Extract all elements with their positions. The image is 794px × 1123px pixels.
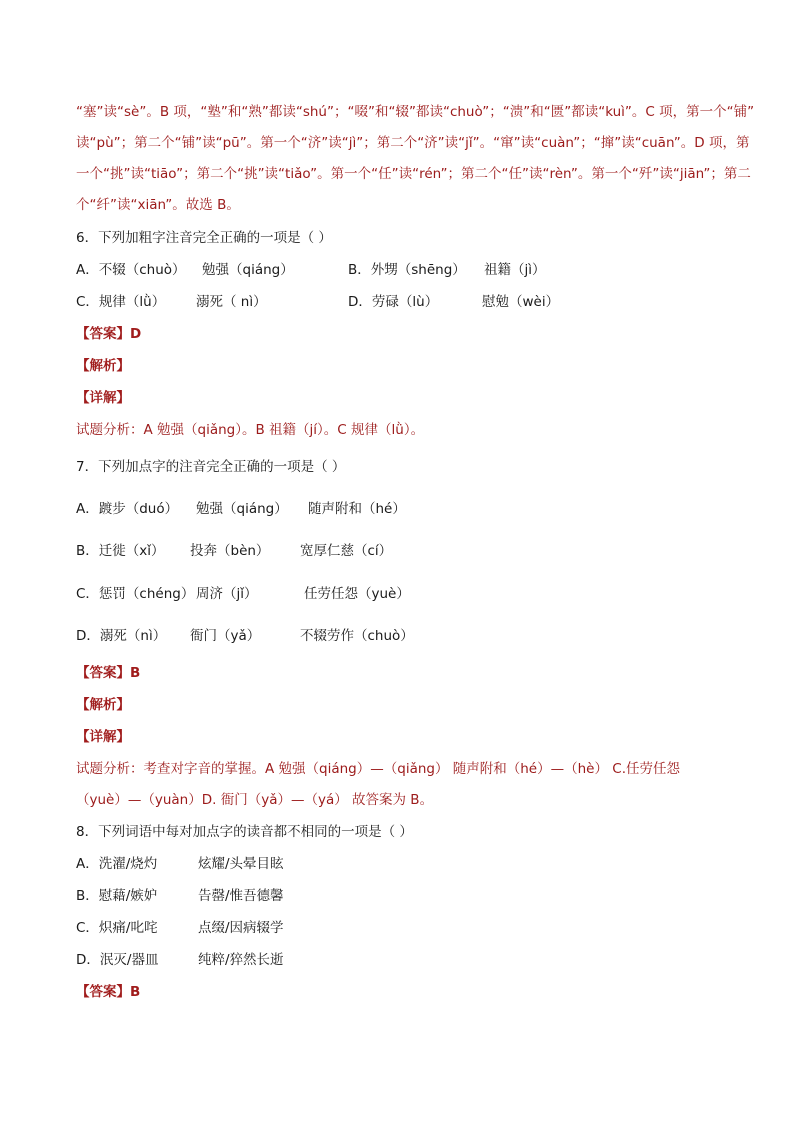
q8-question: 8．下列词语中每对加点字的读音都不相同的一项是（ ）: [76, 824, 413, 840]
q7-question: 7．下列加点字的注音完全正确的一项是（ ）: [76, 459, 346, 475]
q6-explanation: 试题分析：A 勉强（qiǎng）。B 祖籍（jí）。C 规律（lǜ）。: [76, 422, 425, 438]
q8-option-b: B．慰藉/嫉妒: [76, 888, 158, 904]
q7-option-c-3: 任劳任怨（yuè）: [304, 586, 410, 602]
q7-option-b: B．迁徙（xǐ）: [76, 543, 165, 559]
q6-option-a-2: 勉强（qiáng）: [202, 262, 294, 278]
q7-analysis-heading: 【解析】: [76, 697, 130, 713]
q5-explanation-line-3: 一个“挑”读“tiāo”；第二个“挑”读“tiǎo”。第一个“任”读“rén”；第二个“任”读“rèn”。第一个“歼”读“jiān”；第二: [76, 166, 751, 182]
q6-option-a: A．不辍（chuò）: [76, 262, 186, 278]
q8-option-a-2: 炫耀/头晕目眩: [198, 856, 284, 872]
q8-option-d: D．泯灭/器皿: [76, 952, 159, 968]
q6-option-d-2: 慰勉（wèi）: [482, 294, 560, 310]
q6-option-d: D．劳碌（lù）: [348, 294, 439, 310]
q7-option-d-2: 衙门（yǎ）: [190, 628, 261, 644]
q7-option-a-3: 随声附和（hé）: [308, 501, 406, 517]
q5-explanation-line-4: 个“纤”读“xiān”。故选 B。: [76, 197, 240, 213]
q8-option-d-2: 纯粹/猝然长逝: [198, 952, 284, 968]
q8-answer: 【答案】B: [76, 984, 141, 1000]
q6-option-c: C．规律（lǜ）: [76, 294, 166, 310]
q6-question: 6．下列加粗字注音完全正确的一项是（ ）: [76, 230, 332, 246]
q5-explanation-line-2: 读“pù”；第二个“铺”读“pū”。第一个“济”读“jì”；第二个“济”读“jǐ”。“窜”读“cuàn”；“撺”读“cuān”。D 项，第: [76, 135, 750, 151]
q7-option-a-2: 勉强（qiáng）: [196, 501, 288, 517]
q7-explanation-line-1: 试题分析：考查对字音的掌握。A 勉强（qiáng）—（qiǎng） 随声附和（hé）—（hè） C.任劳任怨: [76, 761, 680, 777]
q6-option-b-2: 祖籍（jì）: [484, 262, 546, 278]
q7-option-b-3: 宽厚仁慈（cí）: [300, 543, 393, 559]
q7-answer: 【答案】B: [76, 665, 141, 681]
q7-option-c: C．惩罚（chéng）: [76, 586, 195, 602]
q7-detail-heading: 【详解】: [76, 729, 130, 745]
q8-option-c: C．炽痛/叱咤: [76, 920, 158, 936]
q6-detail-heading: 【详解】: [76, 390, 130, 406]
q8-option-b-2: 告罄/惟吾德馨: [198, 888, 284, 904]
q6-option-b: B．外甥（shēng）: [348, 262, 466, 278]
q8-option-a: A．洗濯/烧灼: [76, 856, 158, 872]
q6-analysis-heading: 【解析】: [76, 358, 130, 374]
q7-option-c-2: 周济（jǐ）: [196, 586, 258, 602]
q5-explanation-line-1: “塞”读“sè”。B 项，“塾”和“熟”都读“shú”；“啜”和“辍”都读“chuò”；“溃”和“匮”都读“kuì”。C 项，第一个“铺”: [76, 104, 755, 120]
q7-option-d-3: 不辍劳作（chuò）: [300, 628, 414, 644]
q7-option-b-2: 投奔（bèn）: [190, 543, 270, 559]
q7-option-d: D．溺死（nì）: [76, 628, 167, 644]
q6-answer: 【答案】D: [76, 326, 142, 342]
q8-option-c-2: 点缀/因病辍学: [198, 920, 284, 936]
q7-option-a: A．踱步（duó）: [76, 501, 179, 517]
q6-option-c-2: 溺死（ nì）: [196, 294, 267, 310]
q7-explanation-line-2: （yuè）—（yuàn）D. 衙门（yǎ）—（yá） 故答案为 B。: [76, 792, 434, 808]
